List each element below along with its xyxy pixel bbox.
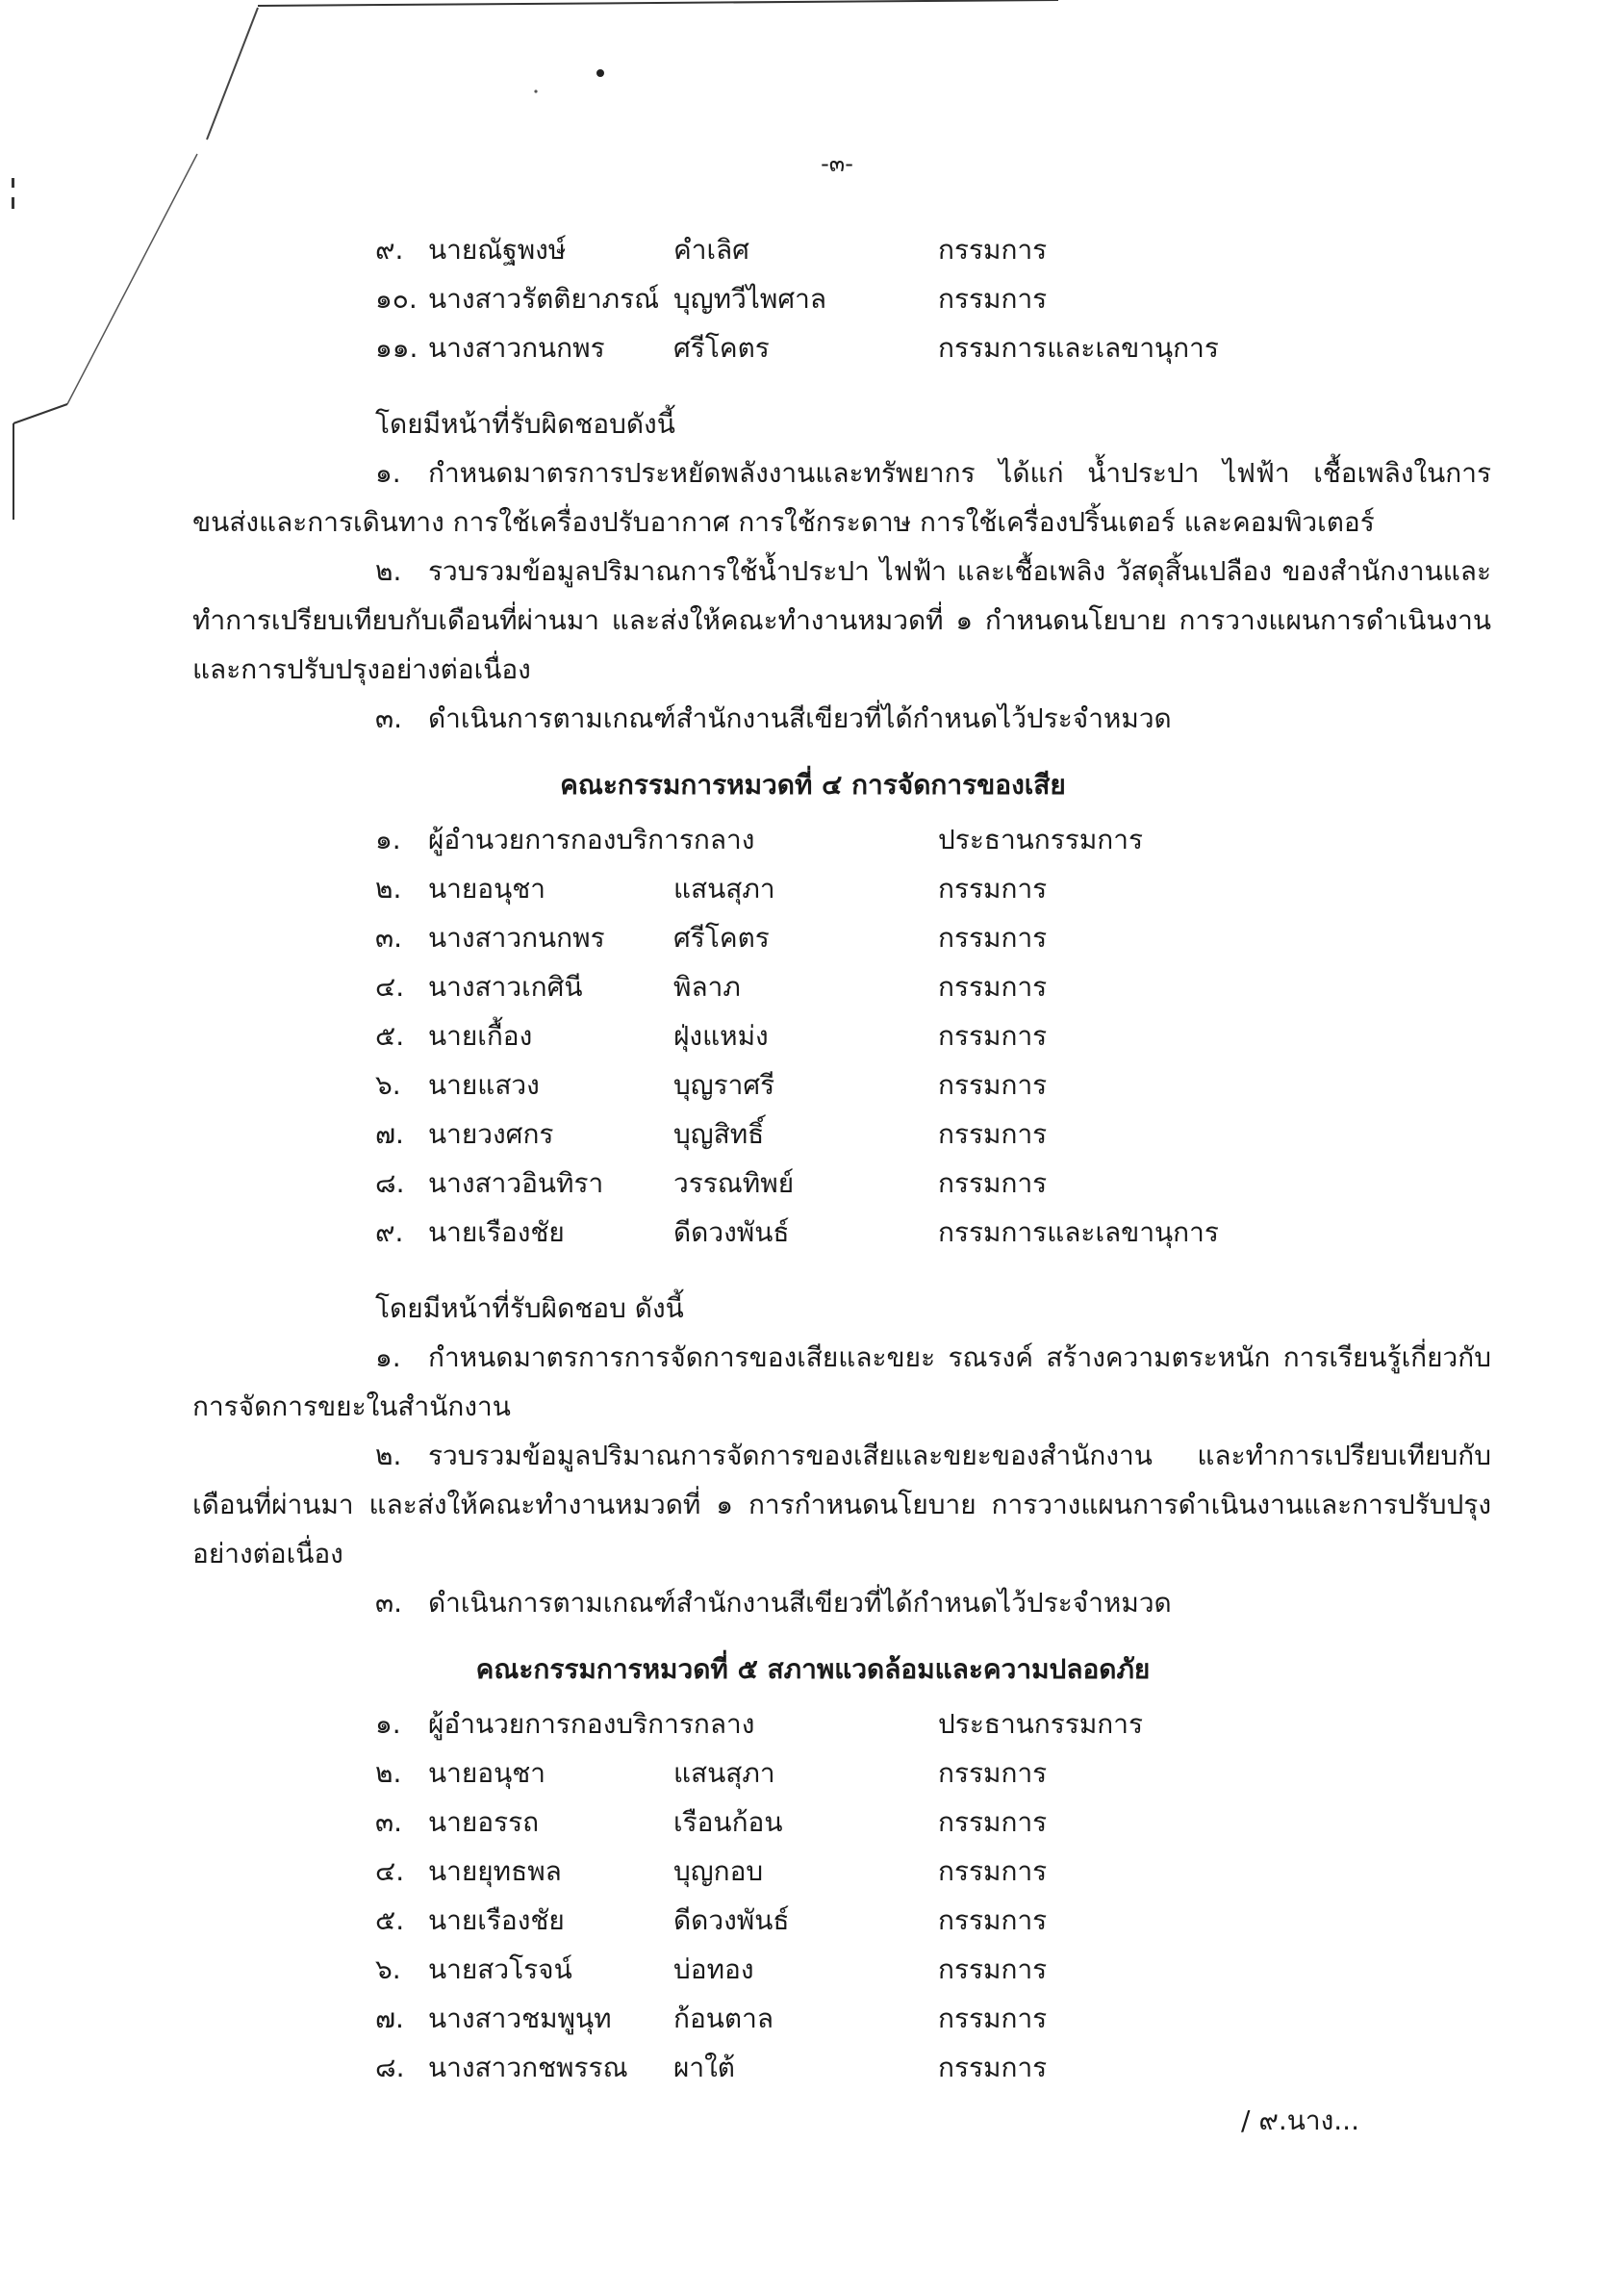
member-row	[192, 323, 1491, 372]
member-number: ๗.	[375, 1118, 404, 1150]
member-row	[192, 2043, 1491, 2092]
member-role: กรรมการ	[938, 1806, 1048, 1838]
member-number: ๓.	[375, 922, 403, 954]
chair-role: ประธานกรรมการ	[938, 1708, 1144, 1740]
member-row	[192, 225, 1491, 274]
member-last-name: ดีดวงพันธ์	[673, 1216, 790, 1248]
document-body	[192, 225, 1491, 2092]
member-number: ๑.	[375, 1708, 401, 1740]
chair-name: ผู้อำนวยการกองบริการกลาง	[428, 824, 755, 855]
duty-number: ๓.	[375, 1587, 403, 1619]
member-role: กรรมการ	[938, 1069, 1048, 1101]
committee-5-heading: คณะกรรมการหมวดที่ ๕ สภาพแวดล้อมและความปลอดภัย	[475, 1653, 1151, 1685]
duty-number: ๒.	[375, 1440, 402, 1471]
page-number: -๓-	[821, 150, 853, 177]
duties-title: โดยมีหน้าที่รับผิดชอบดังนี้	[375, 408, 675, 440]
continuation-marker: / ๙.นาง...	[1241, 2105, 1359, 2136]
duty-number: ๓.	[375, 702, 403, 734]
duty-text: รวบรวมข้อมูลปริมาณการใช้น้ำประปา ไฟฟ้า และเชื้อเพลิง วัสดุสิ้นเปลือง ของสำนักงานและทำการเปรียบเทียบกับเดือนที่ผ่านมา และส่งให้คณะทำงานหมวดที่ ๑ กำหนดนโยบาย การวางแผนการดำเนินงาน และการปรับปรุงอย่างต่อเนื่อง	[192, 555, 1491, 685]
member-role: กรรมการ	[938, 922, 1048, 954]
member-role: กรรมการ	[938, 2003, 1048, 2034]
member-first-name: นางสาวชมพูนุท	[428, 2003, 612, 2034]
member-last-name: เรือนก้อน	[673, 1806, 783, 1838]
member-first-name: นายเกื้อง	[428, 1020, 533, 1052]
member-first-name: นางสาวรัตติยาภรณ์	[428, 283, 660, 315]
chair-row	[192, 815, 1491, 864]
member-first-name: นายยุทธพล	[428, 1855, 562, 1887]
member-first-name: นายสวโรจน์	[428, 1953, 572, 1985]
member-role: กรรมการ	[938, 1757, 1048, 1789]
duty-number: ๑.	[375, 457, 401, 489]
member-last-name: บุญสิทธิ์	[673, 1118, 765, 1150]
member-number: ๙.	[375, 1216, 404, 1248]
member-number: ๑.	[375, 824, 401, 855]
member-last-name: คำเลิศ	[673, 234, 749, 266]
member-row	[192, 913, 1491, 962]
member-first-name: นางสาวกชพรรณ	[428, 2052, 628, 2083]
member-role: กรรมการและเลขานุการ	[938, 332, 1219, 364]
member-number: ๘.	[375, 2052, 405, 2083]
member-first-name: นายวงศกร	[428, 1118, 554, 1150]
member-last-name: ศรีโคตร	[673, 332, 770, 364]
member-number: ๑๐.	[375, 283, 418, 315]
member-role: กรรมการ	[938, 1855, 1048, 1887]
member-first-name: นางสาวเกศินี	[428, 971, 583, 1003]
member-row	[192, 1060, 1491, 1110]
member-first-name: นางสาวกนกพร	[428, 922, 605, 954]
member-last-name: ฝุ่งแหม่ง	[673, 1020, 769, 1052]
member-row	[192, 1896, 1491, 1945]
member-first-name: นางสาวกนกพร	[428, 332, 605, 364]
member-last-name: แสนสุภา	[673, 1757, 775, 1789]
duty-item	[192, 547, 1491, 694]
member-role: กรรมการ	[938, 971, 1048, 1003]
duty-text: กำหนดมาตรการการจัดการของเสียและขยะ รณรงค์ สร้างความตระหนัก การเรียนรู้เกี่ยวกับการจัดการขยะในสำนักงาน	[192, 1341, 1491, 1422]
member-first-name: นายเรืองชัย	[428, 1904, 565, 1936]
member-role: กรรมการ	[938, 1904, 1048, 1936]
member-last-name: บุญทวีไพศาล	[673, 283, 827, 315]
committee-a-members	[192, 225, 1491, 372]
member-number: ๔.	[375, 1855, 405, 1887]
duty-number: ๒.	[375, 555, 402, 587]
member-row	[192, 1748, 1491, 1798]
member-first-name: นายแสวง	[428, 1069, 540, 1101]
member-number: ๑๑.	[375, 332, 418, 364]
chair-row	[192, 1699, 1491, 1748]
member-number: ๙.	[375, 234, 404, 266]
member-first-name: นายอรรถ	[428, 1806, 540, 1838]
member-role: กรรมการ	[938, 1118, 1048, 1150]
member-row	[192, 1110, 1491, 1159]
duty-text: ดำเนินการตามเกณฑ์สำนักงานสีเขียวที่ได้กำหนดไว้ประจำหมวด	[428, 702, 1172, 734]
duty-item	[192, 1578, 1491, 1627]
member-first-name: นายเรืองชัย	[428, 1216, 565, 1248]
member-row	[192, 1011, 1491, 1060]
member-role: กรรมการ	[938, 1020, 1048, 1052]
member-row	[192, 962, 1491, 1011]
member-row	[192, 1798, 1491, 1847]
member-last-name: ผาใต้	[673, 2052, 735, 2083]
member-last-name: วรรณทิพย์	[673, 1167, 795, 1199]
member-row	[192, 1847, 1491, 1896]
duty-item	[192, 694, 1491, 743]
member-last-name: บุญราศรี	[673, 1069, 775, 1101]
member-number: ๕.	[375, 1020, 405, 1052]
member-first-name: นายอนุชา	[428, 1757, 545, 1789]
member-last-name: ก้อนตาล	[673, 2003, 773, 2034]
member-row	[192, 274, 1491, 323]
member-number: ๕.	[375, 1904, 405, 1936]
member-first-name: นางสาวอินทิรา	[428, 1167, 604, 1199]
member-row	[192, 864, 1491, 913]
member-row	[192, 1208, 1491, 1257]
member-number: ๖.	[375, 1953, 401, 1985]
member-role: กรรมการและเลขานุการ	[938, 1216, 1219, 1248]
member-number: ๔.	[375, 971, 405, 1003]
member-last-name: บุญกอบ	[673, 1855, 764, 1887]
member-role: กรรมการ	[938, 2052, 1048, 2083]
member-last-name: บ่อทอง	[673, 1953, 754, 1985]
duty-number: ๑.	[375, 1341, 401, 1373]
duty-text: กำหนดมาตรการประหยัดพลังงานและทรัพยากร ได้แก่ น้ำประปา ไฟฟ้า เชื้อเพลิงในการขนส่งและการเดินทาง การใช้เครื่องปรับอากาศ การใช้กระดาษ การใช้เครื่องปริ้นเตอร์ และคอมพิวเตอร์	[192, 457, 1491, 538]
duty-item	[192, 448, 1491, 547]
member-number: ๘.	[375, 1167, 405, 1199]
member-number: ๖.	[375, 1069, 401, 1101]
member-last-name: พิลาภ	[673, 971, 741, 1003]
member-number: ๓.	[375, 1806, 403, 1838]
duties-title: โดยมีหน้าที่รับผิดชอบ ดังนี้	[375, 1292, 684, 1324]
member-last-name: ดีดวงพันธ์	[673, 1904, 790, 1936]
member-role: กรรมการ	[938, 1953, 1048, 1985]
member-role: กรรมการ	[938, 283, 1048, 315]
duty-text: รวบรวมข้อมูลปริมาณการจัดการของเสียและขยะของสำนักงาน และทำการเปรียบเทียบกับเดือนที่ผ่านมา และส่งให้คณะทำงานหมวดที่ ๑ การกำหนดนโยบาย การวางแผนการดำเนินงานและการปรับปรุงอย่างต่อเนื่อง	[192, 1440, 1491, 1569]
member-number: ๒.	[375, 873, 402, 905]
committee-4-heading: คณะกรรมการหมวดที่ ๔ การจัดการของเสีย	[560, 769, 1066, 801]
member-row	[192, 1945, 1491, 1994]
member-last-name: แสนสุภา	[673, 873, 775, 905]
duty-text: ดำเนินการตามเกณฑ์สำนักงานสีเขียวที่ได้กำหนดไว้ประจำหมวด	[428, 1587, 1172, 1619]
duty-item	[192, 1431, 1491, 1578]
member-row	[192, 1159, 1491, 1208]
chair-role: ประธานกรรมการ	[938, 824, 1144, 855]
chair-name: ผู้อำนวยการกองบริการกลาง	[428, 1708, 755, 1740]
duty-item	[192, 1333, 1491, 1431]
member-last-name: ศรีโคตร	[673, 922, 770, 954]
member-role: กรรมการ	[938, 234, 1048, 266]
member-role: กรรมการ	[938, 873, 1048, 905]
member-first-name: นายอนุชา	[428, 873, 545, 905]
member-row	[192, 1994, 1491, 2043]
member-role: กรรมการ	[938, 1167, 1048, 1199]
member-number: ๒.	[375, 1757, 402, 1789]
member-first-name: นายณัฐพงษ์	[428, 234, 567, 266]
member-number: ๗.	[375, 2003, 404, 2034]
